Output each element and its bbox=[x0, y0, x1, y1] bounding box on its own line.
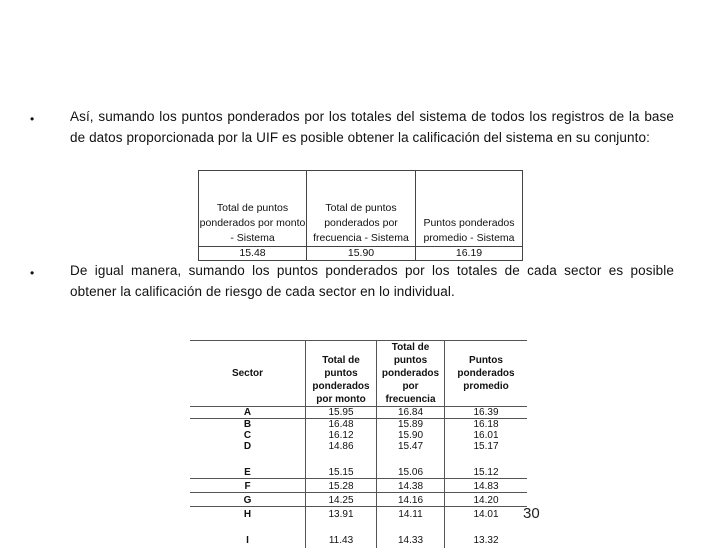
value-cell: 15.89 bbox=[377, 419, 445, 431]
table-row bbox=[190, 419, 527, 431]
sector-cell: F bbox=[190, 479, 306, 493]
value-cell: 14.01 bbox=[445, 507, 528, 521]
value-cell: 15.48 bbox=[199, 247, 307, 261]
sector-cell: B bbox=[243, 419, 252, 430]
header-cell: Sector bbox=[190, 341, 306, 407]
page-number: 30 bbox=[523, 505, 540, 522]
sector-cell: D bbox=[243, 441, 252, 452]
value-cell: 15.90 bbox=[377, 430, 445, 441]
value-cell: 15.95 bbox=[306, 407, 377, 419]
header-cell: Total de puntos ponderados por frecuencia bbox=[377, 341, 445, 407]
system-table bbox=[198, 170, 523, 261]
bullet-icon: • bbox=[30, 112, 35, 126]
value-cell: 16.12 bbox=[306, 430, 377, 441]
table-row bbox=[190, 479, 527, 493]
value-cell: 14.11 bbox=[377, 507, 445, 521]
header-cell: Total de puntos ponderados por monto bbox=[306, 341, 377, 407]
value-cell: 15.12 bbox=[445, 452, 528, 479]
header-cell: Total de puntos ponderados por monto - Sistema bbox=[199, 171, 307, 247]
value-cell: 15.15 bbox=[306, 452, 377, 479]
value-cell: 14.16 bbox=[377, 493, 445, 507]
value-cell: 14.33 bbox=[377, 520, 445, 548]
value-cell: 14.38 bbox=[377, 479, 445, 493]
value-cell: 15.06 bbox=[377, 452, 445, 479]
sector-cell: G bbox=[190, 493, 306, 507]
sector-cell: E bbox=[190, 452, 306, 479]
value-cell: 13.91 bbox=[306, 507, 377, 521]
bullet-icon: • bbox=[30, 266, 35, 280]
table-row bbox=[190, 493, 527, 507]
value-cell: 16.18 bbox=[445, 419, 528, 431]
sector-cell: I bbox=[246, 535, 249, 546]
value-cell: 16.39 bbox=[445, 407, 528, 419]
value-cell: 15.90 bbox=[307, 247, 416, 261]
paragraph-sector: De igual manera, sumando los puntos ponderados por los totales de cada sector es posible obtener la calificación de riesgo de cada sector en lo individual. bbox=[70, 263, 674, 299]
value-cell: 13.32 bbox=[445, 520, 528, 548]
table-row bbox=[190, 520, 527, 548]
value-cell: 14.25 bbox=[306, 493, 377, 507]
table-row bbox=[190, 430, 527, 441]
paragraph-system: Así, sumando los puntos ponderados por los totales del sistema de todos los registros de la base de datos proporcionada por la UIF es posible obtener la calificación del sistema en su conjunto: bbox=[70, 109, 674, 145]
header-cell: Puntos ponderados promedio bbox=[445, 341, 528, 407]
value-cell: 15.17 bbox=[445, 441, 528, 452]
value-cell: 16.48 bbox=[306, 419, 377, 431]
value-cell: 14.83 bbox=[445, 479, 528, 493]
sector-cell: H bbox=[243, 509, 252, 520]
value-cell: 16.84 bbox=[377, 407, 445, 419]
table-row bbox=[190, 507, 527, 521]
value-cell: 15.28 bbox=[306, 479, 377, 493]
value-cell: 16.01 bbox=[445, 430, 528, 441]
value-cell: 16.19 bbox=[416, 247, 523, 261]
sector-table bbox=[190, 340, 527, 548]
sector-cell: A bbox=[190, 407, 306, 419]
value-cell: 14.86 bbox=[306, 441, 377, 452]
header-cell: Total de puntos ponderados por frecuencia - Sistema bbox=[307, 171, 416, 247]
table-row bbox=[190, 441, 527, 452]
value-cell: 11.43 bbox=[306, 520, 377, 548]
sector-cell: C bbox=[243, 430, 252, 441]
table-row bbox=[190, 452, 527, 479]
table-row bbox=[190, 407, 527, 419]
value-cell: 14.20 bbox=[445, 493, 528, 507]
value-cell: 15.47 bbox=[377, 441, 445, 452]
header-cell: Puntos ponderados promedio - Sistema bbox=[416, 171, 523, 247]
